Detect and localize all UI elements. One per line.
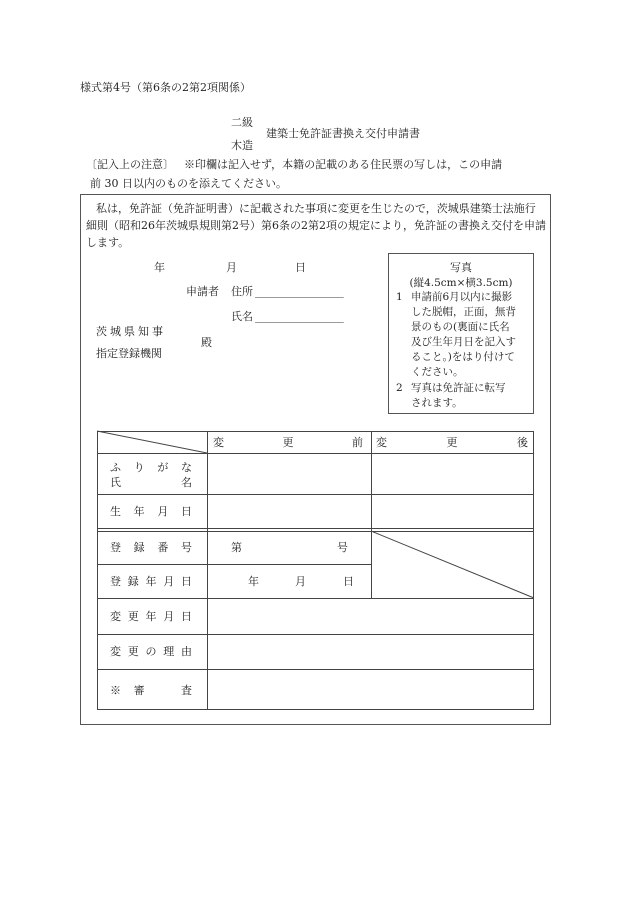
header-after: 変 更 後: [376, 436, 528, 449]
row-label-reg-date: 登録年月日: [110, 575, 192, 588]
registration-after-diagonal: [371, 531, 534, 598]
header-corner-diagonal: [97, 431, 207, 453]
address-field[interactable]: __________________: [255, 285, 344, 298]
page-title: 建築士免許証書換え交付申請書: [266, 127, 420, 140]
before-name-cell[interactable]: [208, 454, 370, 493]
photo-title: 写真: [450, 261, 472, 274]
row-label-change-date: 変更年月日: [110, 610, 192, 623]
body-text-line-3: します。: [86, 236, 130, 249]
title-grade-nikyu: 二級: [231, 116, 253, 129]
row-label-furigana: ふりがな: [110, 461, 192, 474]
reg-number-prefix: 第: [231, 541, 242, 554]
date-year-label: 年: [154, 261, 165, 274]
notes-line-1: ※印欄は記入せず，本籍の記載のある住民票の写しは，この申請: [184, 158, 503, 171]
photo-size: (縦4.5cm×横3.5cm): [409, 277, 513, 289]
date-day-label: 日: [295, 261, 306, 274]
reg-date-month: 月: [295, 575, 306, 588]
name-label: 氏名: [231, 310, 253, 323]
photo-item-1-line: ください。: [411, 366, 464, 378]
body-text-line-1: 私は，免許証（免許証明書）に記載された事項に変更を生じたので，茨城県建築士法施行: [96, 202, 536, 215]
name-field[interactable]: __________________: [255, 310, 344, 323]
photo-item-1-line: 景のもの(裏面に氏名: [411, 321, 510, 333]
review-cell: [208, 670, 533, 709]
change-date-cell[interactable]: [208, 599, 533, 633]
row-label-reg-number: 登録番号: [110, 541, 192, 554]
row-label-review: ※審 査: [110, 684, 192, 697]
applicant-label: 申請者: [186, 285, 219, 298]
photo-item-2-number: 2: [396, 382, 403, 394]
reg-date-year: 年: [248, 575, 259, 588]
photo-item-2-line: されます。: [411, 397, 463, 409]
body-text-line-2: 細則（昭和26年茨城県規則第2号）第6条の2第2項の規定により，免許証の書換え交付を申請: [86, 219, 546, 232]
row-label-name: 氏名: [110, 476, 192, 489]
reg-number-suffix: 号: [337, 541, 348, 554]
photo-item-1-line: した脱帽，正面，無背: [411, 306, 516, 318]
change-reason-cell[interactable]: [208, 635, 533, 668]
after-birthdate-cell[interactable]: [372, 495, 533, 527]
addressee-honorific: 殿: [201, 336, 212, 349]
header-before: 変 更 前: [213, 436, 363, 449]
addressee-registration-body: 指定登録機関: [96, 347, 162, 360]
address-label: 住所: [231, 285, 253, 298]
after-name-cell[interactable]: [372, 454, 533, 493]
photo-item-2-line: 写真は免許証に転写: [411, 382, 506, 394]
notes-line-2: 前 30 日以内のものを添えてください。: [90, 177, 287, 190]
row-label-birthdate: 生年月日: [110, 505, 192, 518]
notes-label: 〔記入上の注意〕: [86, 158, 174, 171]
reg-date-day: 日: [343, 575, 354, 588]
photo-item-1-line: 及び生年月日を記入す: [411, 336, 516, 348]
photo-item-1-line: ること。)をはり付けて: [411, 351, 515, 363]
before-birthdate-cell[interactable]: [208, 495, 370, 527]
title-grade-mokuzo: 木造: [231, 139, 253, 152]
row-label-change-reason: 変更の理由: [110, 645, 192, 658]
addressee-governor: 茨城県知事: [96, 325, 166, 338]
photo-item-1-line: 申請前6月以内に撮影: [411, 291, 513, 303]
date-month-label: 月: [226, 261, 237, 274]
photo-item-1-number: 1: [396, 291, 403, 303]
form-number: 様式第4号（第6条の2第2項関係）: [80, 81, 251, 94]
